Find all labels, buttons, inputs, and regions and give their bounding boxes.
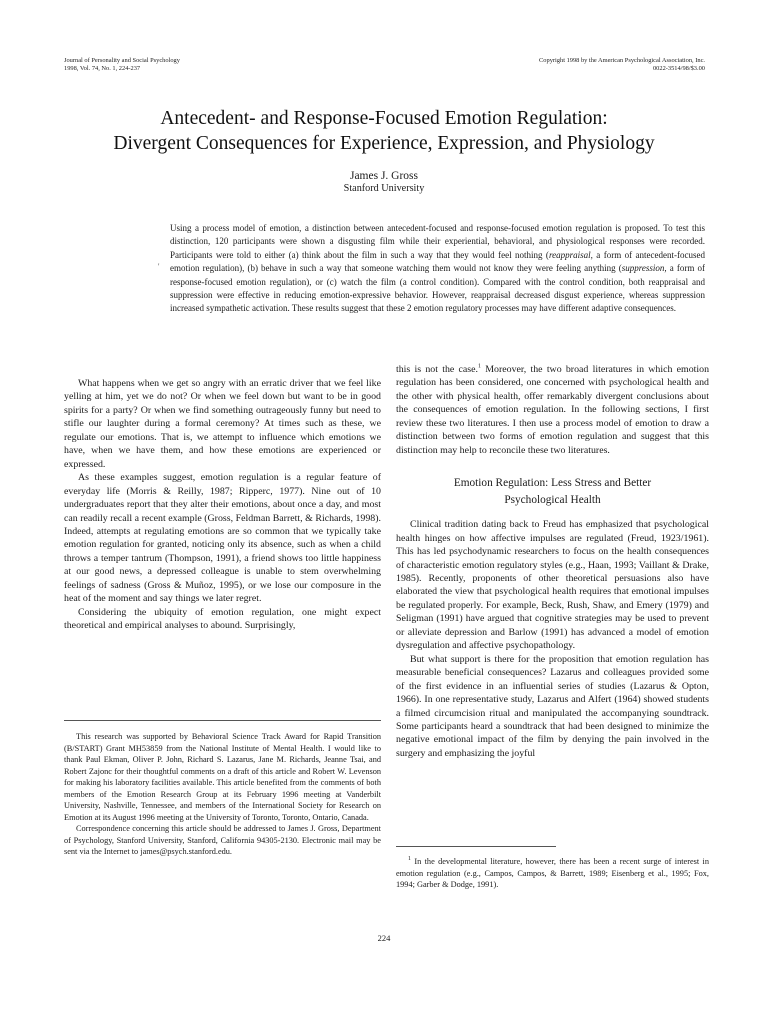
left-column (64, 377, 381, 633)
footnote-divider (396, 846, 556, 847)
footnote-marker: 1 (478, 363, 481, 370)
right-column (396, 363, 709, 760)
body-paragraph: Clinical tradition dating back to Freud has emphasized that psychological health hinges on how affective impulses are regulated (Freud, 1923/1961). This has led psychodynamic researchers to focus on the health consequences of characteristic emotion regulatory styles (e.g., Haan, 1993; Vaillant & Drake, 1985). Recently, proponents of other theoretical persuasions also have elaborated the view that psychological health requires that emotional impulses be regulated properly. For example, Beck, Rush, Shaw, and Emery (1979) and Seligman (1991) have argued that cognitive strategies may be used to prevent or alleviate depression and Barlow (1991) has advanced a model of emotion dysregulation and affective psychopathology. (396, 519, 709, 652)
copyright-header (539, 57, 705, 73)
title-line-2: Divergent Consequences for Experience, Expression, and Physiology (113, 133, 655, 154)
footnote-divider (64, 720, 381, 721)
section-heading (396, 475, 709, 509)
body-text: this is not the case. (396, 364, 478, 375)
title-line-1: Antecedent- and Response-Focused Emotion Regulation: (160, 108, 608, 129)
body-paragraph: As these examples suggest, emotion regulation is a regular feature of everyday life (Morris & Reilly, 1987; Ripperc, 1977). Nine out of 10 undergraduates report that they alter their emotions, about once a day, and most can readily recall a recent example (Gross, Feldman Barrett, & Richards, 1998). Indeed, attempts at regulating emotions are so common that we typically take emotion regulation for granted, noticing only its absence, such as when a child throws a temper tantrum (Thompson, 1991), a friend shows too little happiness at our good news, a depressed colleague is unable to stem overwhelming feelings of sadness (Gross & Muñoz, 1995), or we lose our composure in the heat of the moment and say things we later regret. (64, 472, 381, 605)
section-heading-line-2: Psychological Health (504, 494, 601, 507)
page-number: 224 (377, 933, 391, 943)
body-paragraph: But what support is there for the proposition that emotion regulation has measurable beneficial consequences? Lazarus and colleagues provided some of the first evidence in an influential series of studies (Lazarus & Opton, 1966). In one representative study, Lazarus and Alfert (1964) showed students a filmed circumcision ritual and manipulated the accompanying soundtrack. Some participants heard a soundtrack that had been designed to minimize the negative emotional impact of the film by denying the pain involved in the surgery and emphasizing the joyful (396, 653, 709, 759)
article-title (40, 106, 728, 156)
abstract-text (170, 222, 705, 316)
journal-header (64, 57, 180, 73)
abstract-part-2: a form of antecedent-focused emotion regulation), (b) behave in such a way that someone watching them would not know they were feeling anything ( (170, 249, 705, 274)
author-affiliation: Stanford University (343, 183, 425, 194)
acknowledgment-footnote (64, 731, 381, 858)
abstract (170, 222, 705, 316)
copyright-notice: Copyright 1998 by the American Psychological Association, Inc. (539, 57, 705, 64)
acknowledgment-text: This research was supported by Behavioral Science Track Award for Rapid Transition (B/START) Grant MH53859 from the National Institute of Mental Health. I would like to thank Paul Ekman, Oliver P. John, Richard S. Lazarus, Jane M. Richards, Jeanne Tsai, and Robert Zajonc for their thoughtful comments on a draft of this article and Robert W. Levenson for making his laboratory facilities available. This article benefited from the comments of both members of the Emotion Research Group at its February 1996 meeting at Vanderbilt University, Nashville, Tennessee, and members of the International Society for Research on Emotion at its August 1996 meeting at the University of Toronto, Toronto, Ontario, Canada. (64, 732, 381, 822)
abstract-part-1: Using a process model of emotion, a distinction between antecedent-focused and response-focused emotion regulation is proposed. To test this distinction, 120 participants were shown a disgusting film while their experiential, behavioral, and physiological responses were recorded. Participants were told to either (a) think about the film in such a way that they would feel nothing ( (170, 223, 705, 260)
abstract-part-3: a form of response-focused emotion regulation), or (c) watch the film (a control condition). Compared with the control condition, both reappraisal and suppression were effective in reducing emotion-expressive behavior. However, reappraisal decreased disgust experience, whereas suppression increased sympathetic activation. These results suggest that these 2 emotion regulatory processes may have different adaptive consequences. (170, 263, 705, 314)
footnote-text (396, 856, 709, 891)
footnote-body: In the developmental literature, however, there has been a recent surge of interest in emotion regulation (e.g., Campos, Campos, & Barrett, 1989; Eisenberg et al., 1995; Fox, 1994; Garber & Dodge, 1991). (396, 857, 709, 889)
footnote-number: 1 (408, 856, 411, 863)
margin-mark: ' (158, 262, 160, 271)
footnote (396, 856, 709, 891)
body-paragraph: What happens when we get so angry with an erratic driver that we feel like yelling at him, yet we do not? Or when we feel down but want to be in good spirits for a party? Or when we find something outrageously funny but need to stifle our laughter during a formal ceremony? At times such as these, we regulate our emotions. That is, we attempt to influence which emotions we have, when we have them, and how these emotions are experienced or expressed. (64, 378, 381, 470)
author-name: James J. Gross (349, 170, 419, 182)
body-paragraph: Considering the ubiquity of emotion regulation, one might expect theoretical and empirical analyses to abound. Surprisingly, (64, 606, 381, 632)
body-text: Moreover, the two broad literatures in which emotion regulation has been considered, one concerned with psychological health and the other with physical health, offer remarkably divergent conclusions about the consequences of emotion regulation. In the following sections, I first review these two literatures. I then use a process model of emotion to draw a distinction between two forms of emotion regulation and suggest that this distinction may help to reconcile these two literatures. (396, 364, 710, 456)
abstract-emphasis-2: suppression, (621, 263, 667, 274)
body-paragraph (396, 363, 709, 457)
journal-volume: 1998, Vol. 74, No. 1, 224-237 (64, 65, 141, 72)
issn-code: 0022-3514/98/$3.00 (652, 65, 705, 72)
section-heading-line-1: Emotion Regulation: Less Stress and Better (453, 477, 652, 490)
journal-name: Journal of Personality and Social Psychology (64, 57, 180, 64)
abstract-emphasis-1: reappraisal, (548, 249, 593, 260)
correspondence-text: Correspondence concerning this article should be addressed to James J. Gross, Department of Psychology, Stanford University, Stanford, California 94305-2130. Electronic mail may be sent via the Internet to james@psych.stanford.edu. (64, 824, 381, 856)
